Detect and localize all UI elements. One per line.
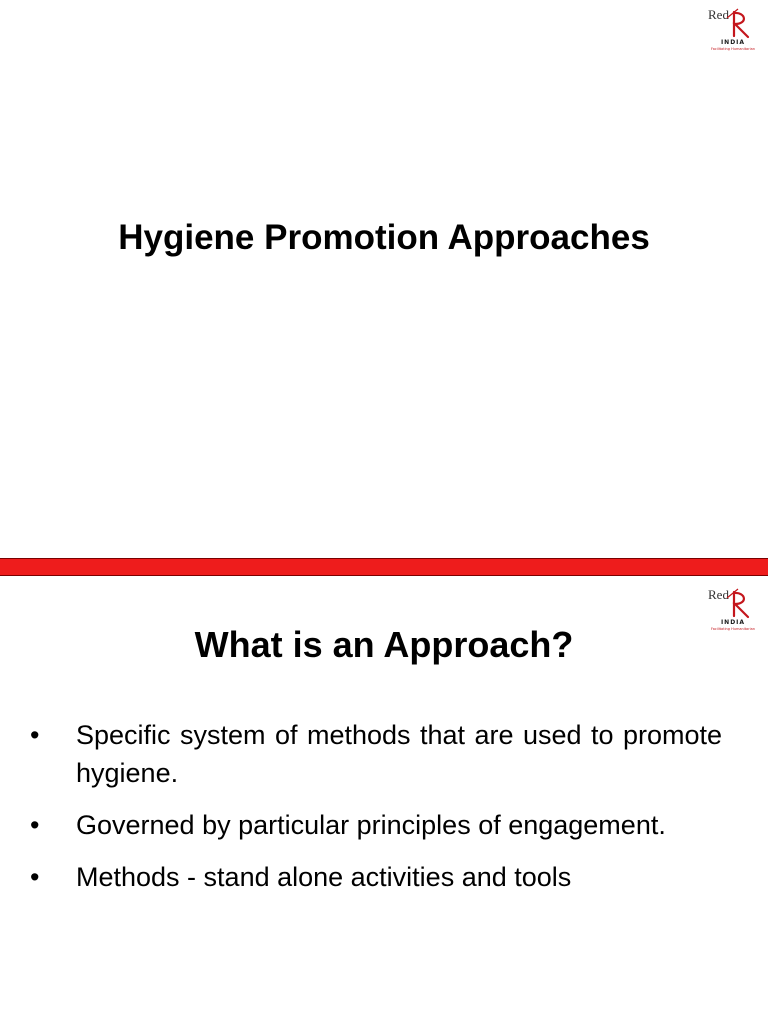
bullet-text: Specific system of methods that are used to promote hygiene. (76, 720, 722, 788)
bullet-item (30, 858, 722, 896)
bullet-icon: • (30, 862, 40, 892)
slide-heading: What is an Approach? (194, 624, 574, 665)
bullet-list (30, 716, 722, 910)
bullet-text: Governed by particular principles of engagement. (76, 810, 666, 840)
redr-logo-icon (704, 4, 762, 40)
redr-logo-icon (704, 584, 762, 620)
bullet-item (30, 806, 722, 844)
logo-india-text: INDIA (720, 39, 746, 46)
bullet-icon: • (30, 720, 40, 750)
svg-text:Red: Red (708, 587, 729, 602)
logo-tagline: Facilitating Humanitarian (711, 47, 755, 51)
logo-tagline: Facilitating Humanitarian (711, 627, 755, 631)
redr-india-logo (704, 4, 762, 54)
slide-2 (0, 576, 768, 1024)
svg-text:Red: Red (708, 7, 729, 22)
bullet-item (30, 716, 722, 792)
bullet-text: Methods - stand alone activities and tools (76, 862, 572, 892)
slide-divider (0, 558, 768, 576)
bullet-icon: • (30, 810, 40, 840)
slide-title: Hygiene Promotion Approaches (118, 218, 650, 257)
logo-india-text: INDIA (720, 619, 746, 626)
